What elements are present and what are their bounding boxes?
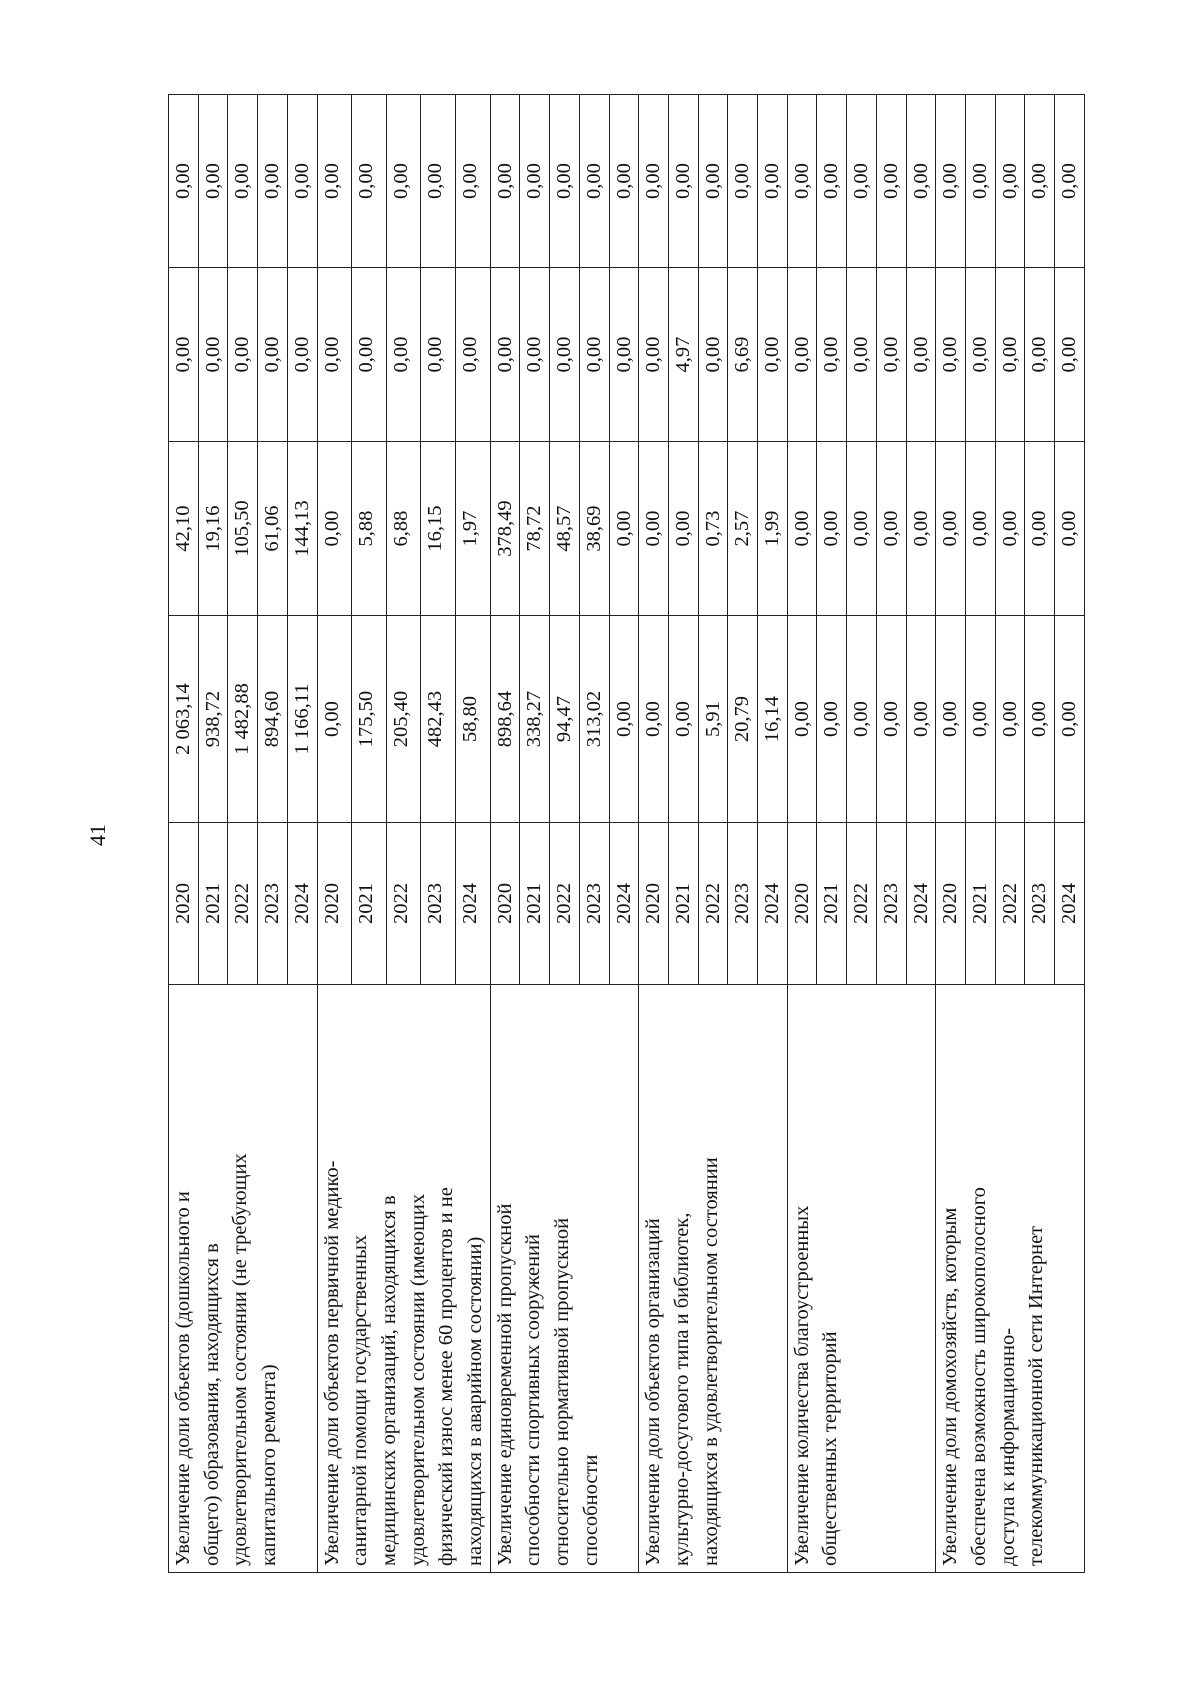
value-cell: 0,00	[639, 616, 669, 823]
value-cell: 482,43	[421, 616, 456, 823]
value-cell: 0,00	[906, 442, 936, 616]
value-cell: 0,00	[847, 616, 877, 823]
value-cell: 1,97	[456, 442, 491, 616]
value-cell: 0,00	[817, 268, 847, 442]
indicator-line: Увеличение доли объектов (дошкольного и	[172, 1191, 194, 1566]
value-cell: 0,00	[609, 442, 639, 616]
indicator-line: капитального ремонта)	[258, 1364, 281, 1566]
indicator-line: общественных территорий	[819, 1331, 842, 1566]
indicator-line: Увеличение доли объектов организаций	[642, 1218, 665, 1566]
value-cell: 0,00	[758, 268, 788, 442]
value-cell: 0,00	[876, 268, 906, 442]
year-cell: 2023	[1025, 823, 1055, 985]
indicator-line: способности	[579, 1454, 602, 1566]
year-cell: 2020	[317, 823, 352, 985]
value-cell: 938,72	[198, 616, 228, 823]
year-cell: 2021	[668, 823, 698, 985]
value-cell: 0,00	[936, 268, 966, 442]
year-cell: 2020	[169, 823, 199, 985]
value-cell: 0,00	[550, 268, 580, 442]
indicator-line: обеспечена возможность широкополосного	[967, 1187, 990, 1566]
value-cell: 0,00	[1025, 442, 1055, 616]
value-cell: 0,00	[995, 95, 1025, 268]
value-cell: 0,00	[965, 616, 995, 823]
value-cell: 0,00	[876, 95, 906, 268]
year-cell: 2024	[287, 823, 317, 985]
value-cell: 0,00	[876, 616, 906, 823]
value-cell: 0,00	[386, 268, 421, 442]
indicator-line: удовлетворительном состоянии (не требующих	[229, 1153, 252, 1566]
value-cell: 0,00	[609, 268, 639, 442]
value-cell: 0,00	[490, 95, 520, 268]
value-cell: 0,00	[169, 268, 199, 442]
value-cell: 144,13	[287, 442, 317, 616]
table-row	[169, 95, 199, 1573]
indicator-line: общего) образования, находящихся в	[200, 1243, 223, 1566]
value-cell: 0,00	[1025, 268, 1055, 442]
indicator-cell	[936, 985, 1085, 1573]
value-cell: 0,00	[609, 616, 639, 823]
indicator-line: относительно нормативной пропускной	[551, 1217, 574, 1566]
year-cell: 2024	[758, 823, 788, 985]
indicator-line: удовлетворительном состоянии (имеющих	[406, 1193, 429, 1566]
value-cell: 0,00	[787, 268, 817, 442]
value-cell: 0,00	[698, 268, 728, 442]
value-cell: 0,00	[758, 95, 788, 268]
value-cell: 0,00	[668, 95, 698, 268]
year-cell: 2021	[352, 823, 387, 985]
value-cell: 0,00	[936, 95, 966, 268]
value-cell: 1 166,11	[287, 616, 317, 823]
year-cell: 2020	[787, 823, 817, 985]
year-cell: 2024	[609, 823, 639, 985]
indicator-line: Увеличение доли домохозяйств, которым	[939, 1207, 962, 1566]
value-cell: 0,00	[1025, 95, 1055, 268]
value-cell: 0,00	[936, 616, 966, 823]
year-cell: 2022	[698, 823, 728, 985]
year-cell: 2023	[258, 823, 288, 985]
value-cell: 0,00	[965, 442, 995, 616]
value-cell: 78,72	[520, 442, 550, 616]
value-cell: 0,00	[421, 95, 456, 268]
value-cell: 0,00	[936, 442, 966, 616]
value-cell: 0,00	[287, 95, 317, 268]
value-cell: 1,99	[758, 442, 788, 616]
value-cell: 0,00	[352, 268, 387, 442]
value-cell: 19,16	[198, 442, 228, 616]
year-cell: 2022	[228, 823, 258, 985]
value-cell: 16,14	[758, 616, 788, 823]
value-cell: 0,00	[847, 442, 877, 616]
value-cell: 0,00	[787, 95, 817, 268]
value-cell: 0,00	[639, 442, 669, 616]
indicator-cell	[490, 985, 639, 1573]
indicator-line: санитарной помощи государственных	[349, 1234, 372, 1566]
indicator-cell	[639, 985, 788, 1573]
value-cell: 0,00	[550, 95, 580, 268]
value-cell: 0,00	[287, 268, 317, 442]
page-number: 41	[85, 824, 110, 846]
value-cell: 2 063,14	[169, 616, 199, 823]
indicator-line: культурно-досугового типа и библиотек,	[670, 1212, 693, 1566]
indicator-line: способности спортивных сооружений	[522, 1234, 545, 1566]
value-cell: 0,00	[906, 616, 936, 823]
indicator-line: находящихся в аварийном состоянии)	[464, 1236, 487, 1566]
year-cell: 2020	[490, 823, 520, 985]
value-cell: 313,02	[579, 616, 609, 823]
value-cell: 0,00	[258, 95, 288, 268]
value-cell: 0,00	[847, 268, 877, 442]
value-cell: 0,00	[1055, 268, 1085, 442]
indicator-cell	[317, 985, 490, 1573]
value-cell: 5,88	[352, 442, 387, 616]
year-cell: 2022	[386, 823, 421, 985]
value-cell: 338,27	[520, 616, 550, 823]
table-row	[639, 95, 669, 1573]
value-cell: 5,91	[698, 616, 728, 823]
value-cell: 0,00	[817, 616, 847, 823]
value-cell: 0,00	[1025, 616, 1055, 823]
indicator-line: Увеличение количества благоустроенных	[790, 1205, 813, 1566]
year-cell: 2020	[936, 823, 966, 985]
year-cell: 2023	[728, 823, 758, 985]
value-cell: 0,00	[639, 268, 669, 442]
value-cell: 0,00	[995, 268, 1025, 442]
value-cell: 0,00	[421, 268, 456, 442]
year-cell: 2022	[847, 823, 877, 985]
data-table	[168, 94, 1085, 1573]
indicator-line: доступа к информационно-	[996, 1327, 1019, 1566]
value-cell: 0,00	[817, 95, 847, 268]
year-cell: 2024	[1055, 823, 1085, 985]
value-cell: 6,69	[728, 268, 758, 442]
indicator-cell	[169, 985, 318, 1573]
value-cell: 4,97	[668, 268, 698, 442]
value-cell: 378,49	[490, 442, 520, 616]
value-cell: 894,60	[258, 616, 288, 823]
value-cell: 0,00	[352, 95, 387, 268]
value-cell: 0,00	[906, 95, 936, 268]
value-cell: 0,00	[579, 95, 609, 268]
table-body	[169, 95, 1085, 1573]
table-row	[317, 95, 352, 1573]
indicator-line: находящихся в удовлетворительном состоянии	[699, 1157, 722, 1566]
value-cell: 61,06	[258, 442, 288, 616]
year-cell: 2023	[876, 823, 906, 985]
value-cell: 2,57	[728, 442, 758, 616]
value-cell: 0,00	[169, 95, 199, 268]
value-cell: 0,00	[317, 442, 352, 616]
value-cell: 0,00	[198, 268, 228, 442]
year-cell: 2021	[198, 823, 228, 985]
value-cell: 0,00	[228, 95, 258, 268]
value-cell: 0,00	[965, 268, 995, 442]
value-cell: 0,00	[906, 268, 936, 442]
value-cell: 58,80	[456, 616, 491, 823]
value-cell: 0,00	[520, 268, 550, 442]
value-cell: 0,00	[1055, 616, 1085, 823]
year-cell: 2024	[456, 823, 491, 985]
value-cell: 0,00	[995, 616, 1025, 823]
table-row	[787, 95, 817, 1573]
value-cell: 0,00	[317, 616, 352, 823]
value-cell: 0,00	[995, 442, 1025, 616]
value-cell: 0,00	[456, 95, 491, 268]
value-cell: 0,00	[698, 95, 728, 268]
value-cell: 94,47	[550, 616, 580, 823]
indicator-cell	[787, 985, 936, 1573]
table-row	[490, 95, 520, 1573]
value-cell: 0,00	[668, 616, 698, 823]
value-cell: 175,50	[352, 616, 387, 823]
value-cell: 0,00	[817, 442, 847, 616]
value-cell: 0,00	[579, 268, 609, 442]
value-cell: 42,10	[169, 442, 199, 616]
value-cell: 0,00	[1055, 442, 1085, 616]
indicator-line: телекоммуникационной сети Интернет	[1025, 1225, 1048, 1566]
value-cell: 0,00	[228, 268, 258, 442]
year-cell: 2020	[639, 823, 669, 985]
value-cell: 0,00	[258, 268, 288, 442]
value-cell: 38,69	[579, 442, 609, 616]
value-cell: 205,40	[386, 616, 421, 823]
rotated-table-container	[168, 95, 1081, 1573]
year-cell: 2023	[421, 823, 456, 985]
value-cell: 0,00	[317, 95, 352, 268]
value-cell: 0,00	[847, 95, 877, 268]
indicator-line: Увеличение доли объектов первичной медико-	[320, 1160, 343, 1566]
value-cell: 0,00	[965, 95, 995, 268]
value-cell: 0,00	[787, 616, 817, 823]
value-cell: 6,88	[386, 442, 421, 616]
value-cell: 0,73	[698, 442, 728, 616]
value-cell: 0,00	[876, 442, 906, 616]
value-cell: 898,64	[490, 616, 520, 823]
value-cell: 48,57	[550, 442, 580, 616]
indicator-line: медицинских организаций, находящихся в	[377, 1195, 400, 1566]
indicator-line: Увеличение единовременной пропускной	[493, 1203, 516, 1566]
year-cell: 2021	[520, 823, 550, 985]
year-cell: 2023	[579, 823, 609, 985]
year-cell: 2024	[906, 823, 936, 985]
value-cell: 0,00	[198, 95, 228, 268]
value-cell: 0,00	[668, 442, 698, 616]
value-cell: 0,00	[317, 268, 352, 442]
year-cell: 2021	[965, 823, 995, 985]
value-cell: 105,50	[228, 442, 258, 616]
value-cell: 0,00	[456, 268, 491, 442]
value-cell: 0,00	[1055, 95, 1085, 268]
value-cell: 0,00	[490, 268, 520, 442]
value-cell: 16,15	[421, 442, 456, 616]
year-cell: 2022	[995, 823, 1025, 985]
value-cell: 0,00	[787, 442, 817, 616]
value-cell: 0,00	[386, 95, 421, 268]
year-cell: 2022	[550, 823, 580, 985]
year-cell: 2021	[817, 823, 847, 985]
table-row	[936, 95, 966, 1573]
value-cell: 1 482,88	[228, 616, 258, 823]
value-cell: 0,00	[728, 95, 758, 268]
indicator-line: физический износ менее 60 процентов и не	[435, 1187, 458, 1566]
value-cell: 0,00	[639, 95, 669, 268]
value-cell: 20,79	[728, 616, 758, 823]
value-cell: 0,00	[609, 95, 639, 268]
value-cell: 0,00	[520, 95, 550, 268]
